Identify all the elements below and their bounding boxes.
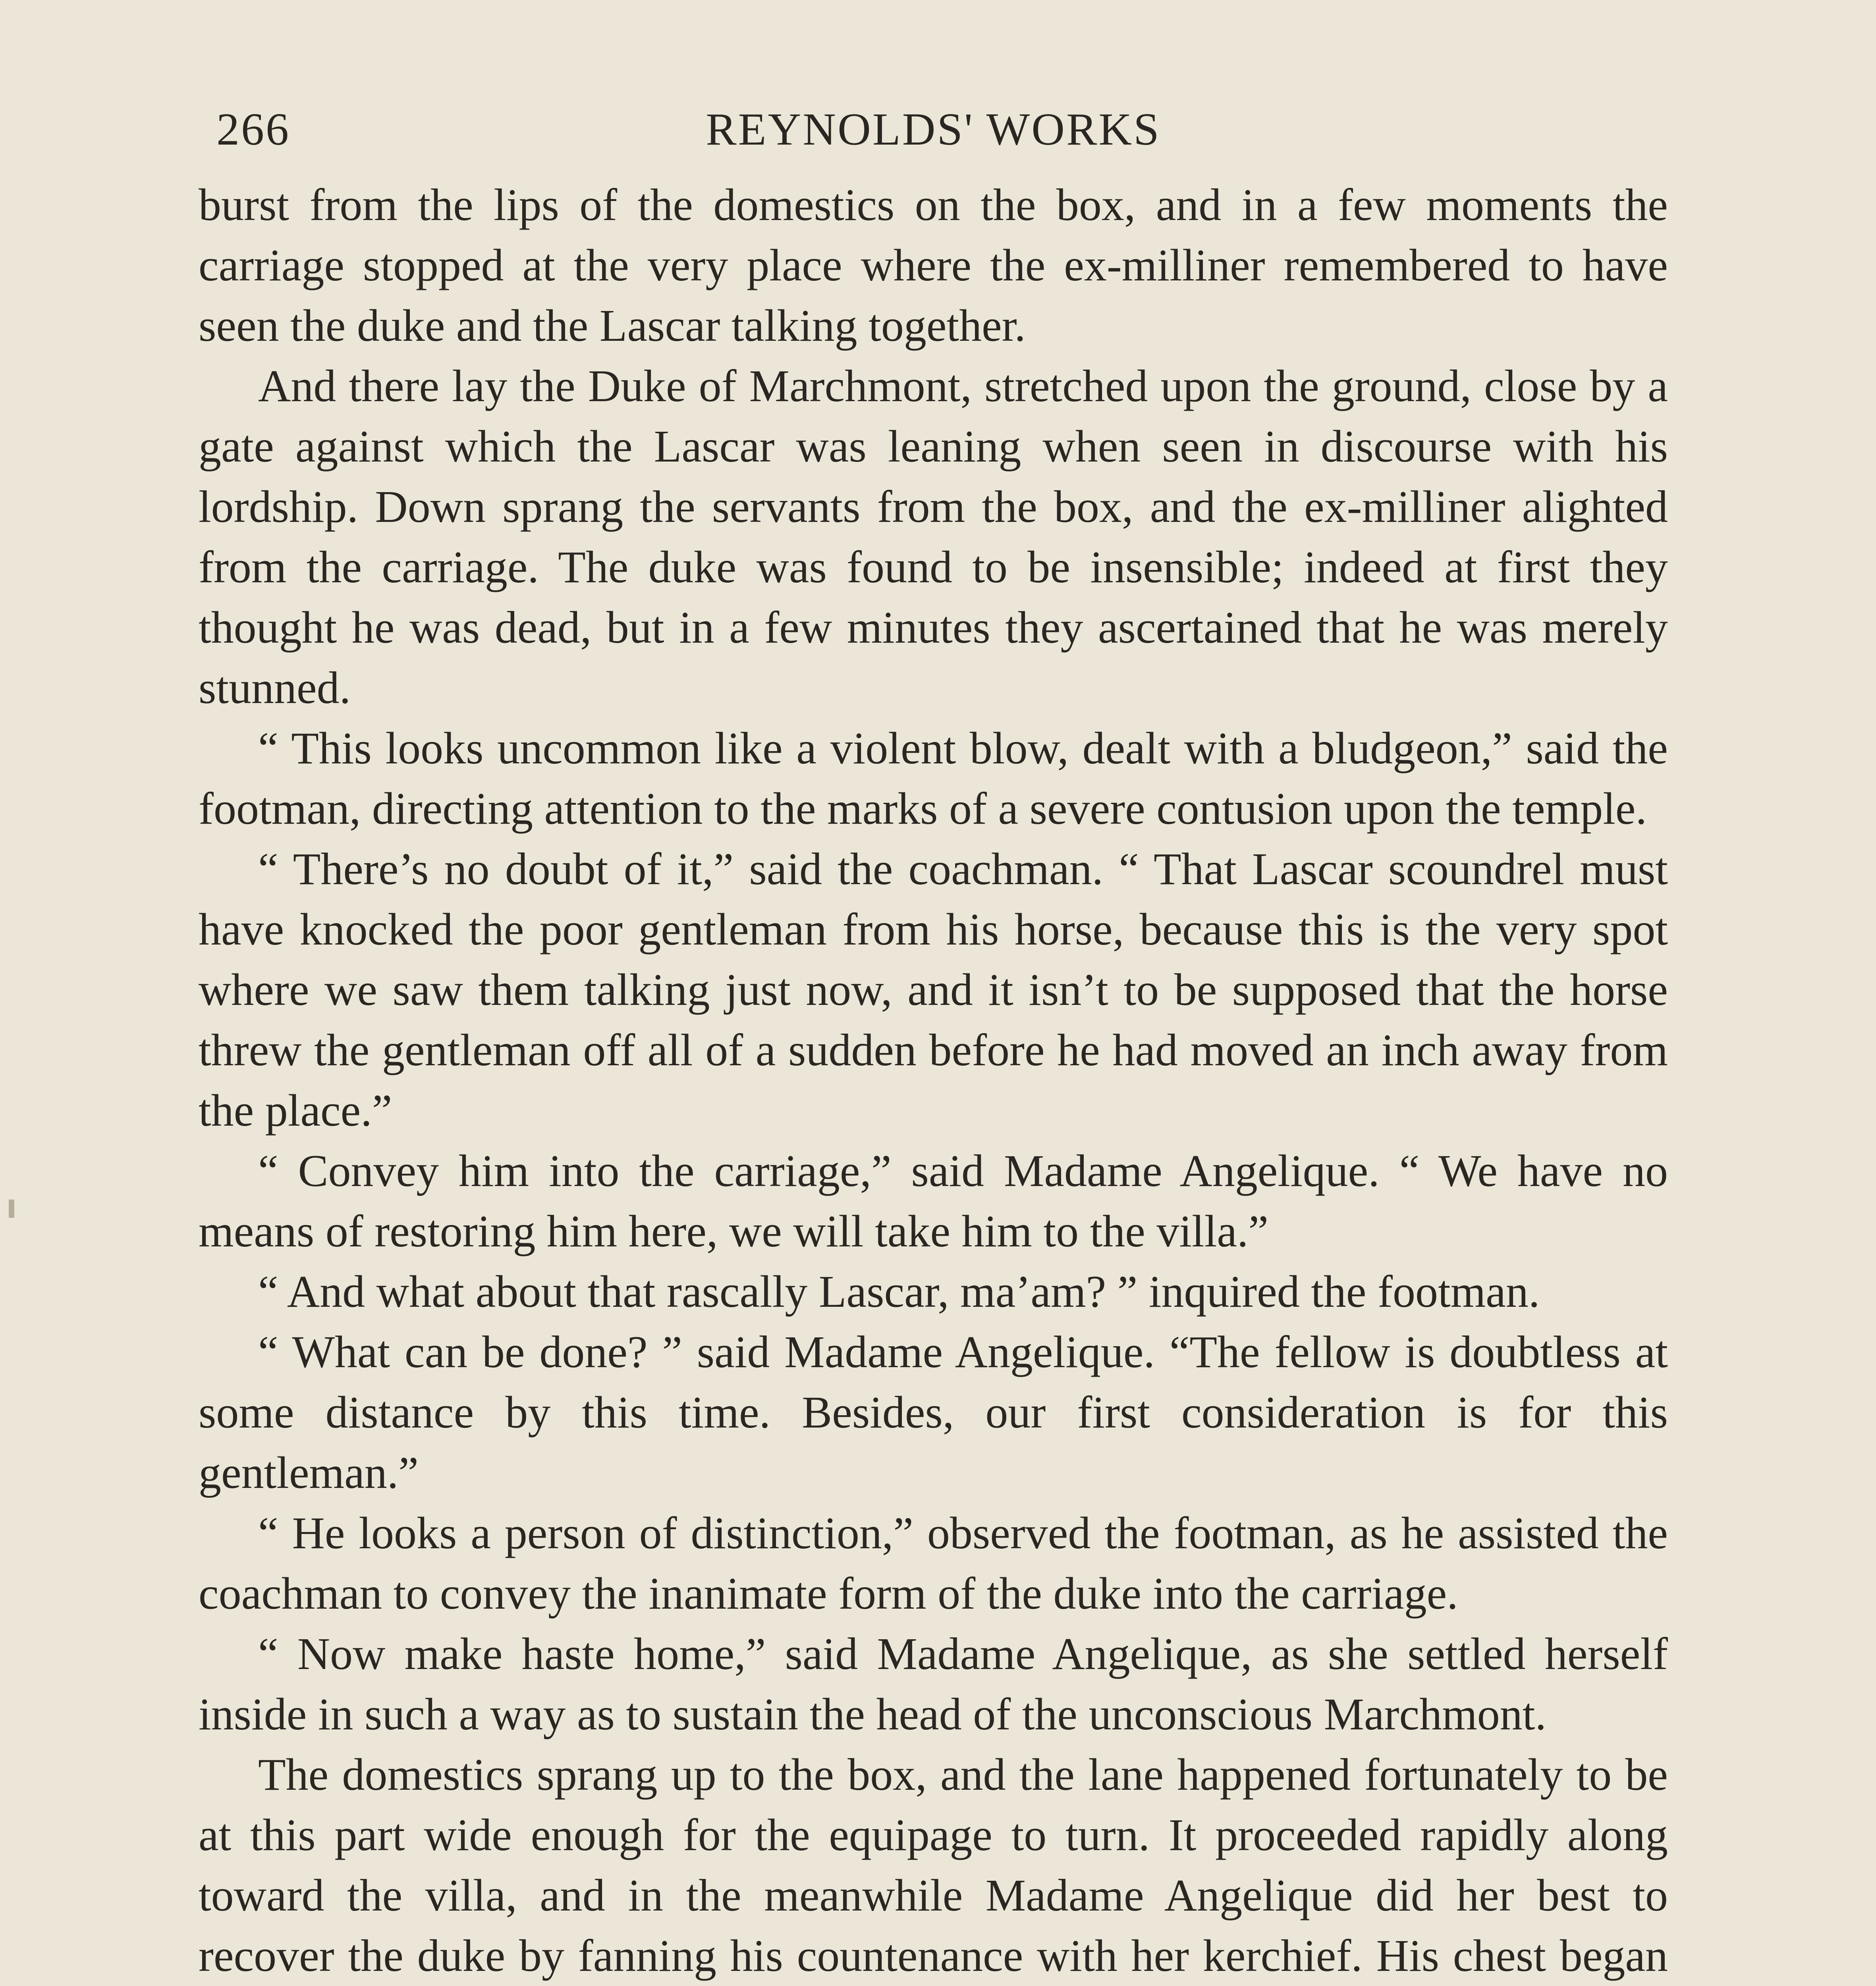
paragraph: And there lay the Duke of Marchmont, stretched upon the ground, close by a gate against which the Lascar was leaning when seen in discourse with his lordship. Down sprang the servants from the box, and the ex-milliner alighted from the carriage. The duke was found to be insensible; indeed at first they thought he was dead, but in a few minutes they ascertained that he was merely stunned. [199,361,1668,713]
paragraph: “ He looks a person of distinction,” observed the footman, as he assisted the coachman to convey the inanimate form of the duke into the carriage. [199,1508,1668,1619]
paragraph: “ Convey him into the carriage,” said Madame Angelique. “ We have no means of restoring him here, we will take him to the villa.” [199,1146,1668,1256]
running-title: REYNOLDS' WORKS [706,104,1161,155]
page-number: 266 [216,104,290,155]
body-text [199,175,1668,1986]
running-head [199,95,1668,175]
paragraph: “ This looks uncommon like a violent blow, dealt with a bludgeon,” said the footman, directing attention to the marks of a severe contusion upon the temple. [199,723,1668,834]
paragraph: “ There’s no doubt of it,” said the coachman. “ That Lascar scoundrel must have knocked the poor gentleman from his horse, because this is the very spot where we saw them talking just now, and it isn’t to be supposed that the horse threw the gentleman off all of a sudden before he had moved an inch away from the place.” [199,844,1668,1136]
paragraph: burst from the lips of the domestics on the box, and in a few moments the carriage stopped at the very place where the ex-milliner remembered to have seen the duke and the Lascar talking together. [199,180,1668,351]
margin-speck [9,1200,14,1218]
paragraph: “ And what about that rascally Lascar, ma’am? ” inquired the footman. [258,1266,1540,1317]
paragraph: The domestics sprang up to the box, and the lane happened fortunately to be at this part wide enough for the equipage to turn. It proceeded rapidly along toward the villa, and in the meanwhile Madame Angelique did her best to recover the duke by fanning his countenance with her kerchief. His chest began [199,1749,1668,1981]
book-page [199,95,1668,1986]
paragraph: “ What can be done? ” said Madame Angelique. “The fellow is doubtless at some distance by this time. Besides, our first consideration is for this gentleman.” [199,1327,1668,1498]
paragraph: “ Now make haste home,” said Madame Angelique, as she settled herself inside in such a way as to sustain the head of the unconscious Marchmont. [199,1629,1668,1739]
